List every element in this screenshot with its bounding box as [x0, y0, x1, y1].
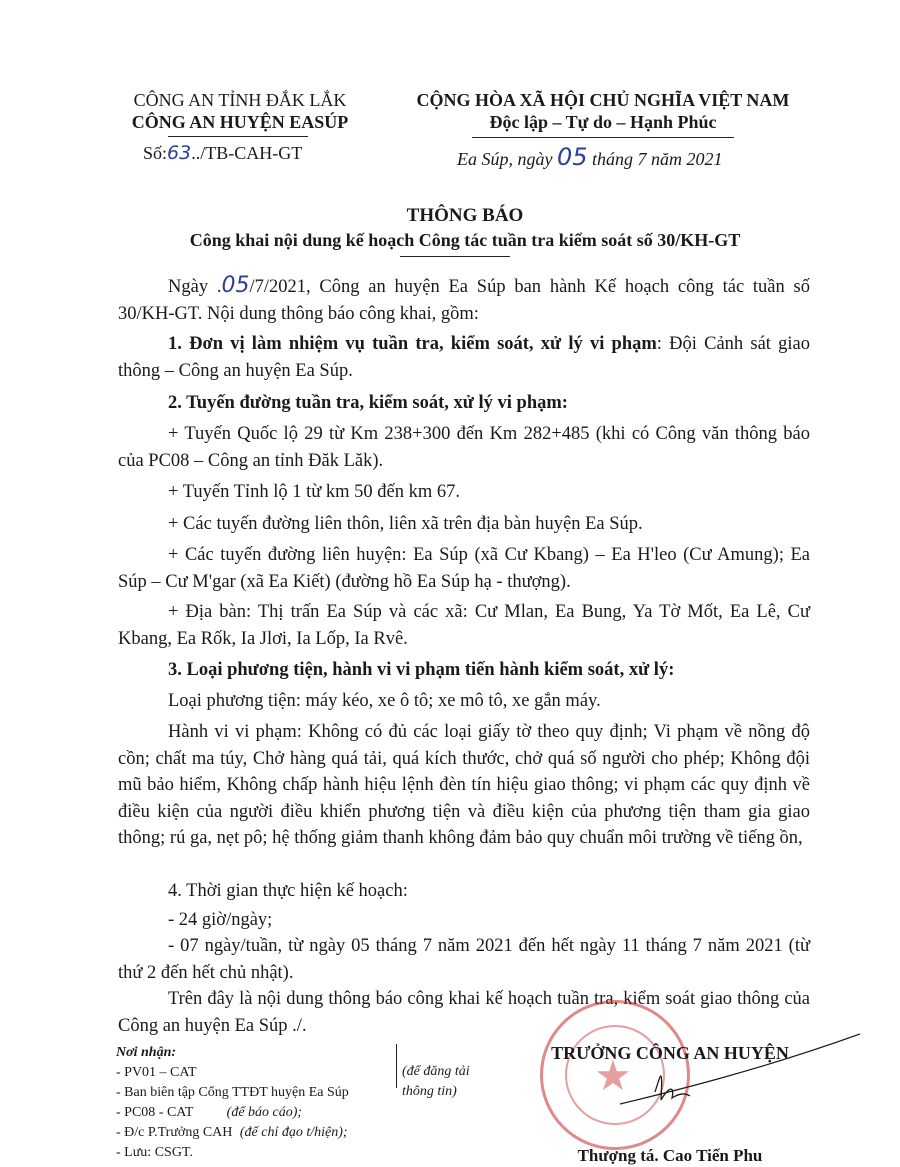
route-item-4: + Các tuyến đường liên huyện: Ea Súp (xã Cư Kbang) – Ea H'leo (Cư Amung); Ea Súp – Cư M'gar (xã Ea Kiết) (đường hồ Ea Súp hạ - thượng). — [118, 545, 810, 592]
document-number: Số:63../TB-CAH-GT — [143, 142, 303, 164]
section-1-text: : Đội Cảnh sát giao thông – Công an huyện Ea Súp. — [118, 334, 811, 381]
recipient-item: - Đ/c P.Trưởng CAH (để chỉ đạo t/hiện); — [116, 1125, 348, 1140]
document-number-handwritten: 63 — [167, 142, 192, 164]
section-1-heading: 1. Đơn vị làm nhiệm vụ tuần tra, kiểm soát, xử lý vi phạm — [168, 334, 657, 354]
section-2-heading: 2. Tuyến đường tuần tra, kiểm soát, xử lý vi phạm: — [168, 393, 568, 413]
recipient-post-note: (để đăng tải thông tin) — [402, 1064, 470, 1099]
recipient-item: - Ban biên tập Cổng TTĐT huyện Ea Súp — [116, 1085, 349, 1100]
recipient-note: (để chỉ đạo t/hiện); — [239, 1125, 348, 1140]
signature-icon — [560, 1022, 860, 1132]
section-3-heading: 3. Loại phương tiện, hành vi vi phạm tiến hành kiểm soát, xử lý: — [168, 660, 675, 680]
recipients-block — [116, 1043, 349, 1163]
closing-paragraph: Trên đây là nội dung thông báo công khai kế hoạch tuần tra, kiểm soát giao thông của Công an huyện Ea Súp ./. — [118, 989, 810, 1036]
recipient-note: (để báo cáo); — [226, 1105, 303, 1120]
recipient-item: - Lưu: CSGT. — [116, 1145, 193, 1160]
recipient-bracket — [396, 1044, 397, 1088]
route-item-3: + Các tuyến đường liên thôn, liên xã trên địa bàn huyện Ea Súp. — [168, 514, 643, 534]
time-item-2: - 07 ngày/tuần, từ ngày 05 tháng 7 năm 2021 đến hết ngày 11 tháng 7 năm 2021 (từ thứ 2 đến hết chủ nhật). — [118, 936, 810, 983]
recipient-item: - PV01 – CAT — [116, 1065, 197, 1080]
recipient-item: - PC08 - CAT (để báo cáo); — [116, 1105, 303, 1120]
recipients-label: Nơi nhận: — [116, 1045, 177, 1060]
time-item-1: - 24 giờ/ngày; — [168, 910, 273, 930]
section-4-heading: 4. Thời gian thực hiện kế hoạch: — [168, 881, 408, 901]
issuer-district: CÔNG AN HUYỆN EASÚP — [131, 112, 349, 132]
star-icon: ★ — [594, 1051, 632, 1100]
signer-name: Thượng tá. Cao Tiến Phu — [577, 1146, 763, 1165]
intro-paragraph: Ngày .05/7/2021, Công an huyện Ea Súp ban hành Kế hoạch công tác tuần số 30/KH-GT. Nội dung thông báo công khai, gồm: — [118, 273, 810, 324]
route-item-2: + Tuyến Tỉnh lộ 1 từ km 50 đến km 67. — [168, 482, 460, 502]
national-title: CỘNG HÒA XÃ HỘI CHỦ NGHĨA VIỆT NAM — [416, 90, 790, 110]
subtitle-underline — [400, 256, 510, 257]
section-1 — [118, 331, 810, 384]
route-item-1: + Tuyến Quốc lộ 29 từ Km 238+300 đến Km 282+485 (khi có Công văn thông báo của PC08 – Công an tỉnh Đăk Lăk). — [118, 424, 810, 471]
violation-behaviors: Hành vi vi phạm: Không có đủ các loại giấy tờ theo quy định; Vi phạm về nồng độ cồn; chất ma túy, Chở hàng quá tải, quá kích thước, chở quá số người cho phép; Không đội mũ bảo hiểm, Không chấp hành hiệu lệnh đèn tín hiệu giao thông; vi phạm các quy định về điều kiện của người điều khiển phương tiện và điều kiện của phương tiện tham gia giao thông; rú ga, nẹt pô; hệ thống giảm thanh không đảm bảo quy chuẩn môi trường về tiếng ồn, — [118, 722, 810, 848]
motto-underline — [472, 137, 734, 138]
issuer-underline — [168, 136, 308, 137]
signer-position: TRƯỞNG CÔNG AN HUYỆN — [551, 1043, 789, 1063]
document-title: THÔNG BÁO — [406, 205, 524, 226]
issue-date: Ea Súp, ngày 05 tháng 7 năm 2021 — [457, 143, 723, 171]
route-item-5: + Địa bàn: Thị trấn Ea Súp và các xã: Cư Mlan, Ea Bung, Ya Tờ Mốt, Ea Lê, Cư Kbang, Ea Rốk, Ia Jlơi, Ia Lốp, Ia Rvê. — [118, 602, 810, 649]
issuer-province: CÔNG AN TỈNH ĐẮK LẮK — [133, 90, 347, 110]
issue-day-handwritten: 05 — [556, 143, 588, 171]
document-subtitle: Công khai nội dung kế hoạch Công tác tuần tra kiểm soát số 30/KH-GT — [189, 230, 741, 250]
national-motto: Độc lập – Tự do – Hạnh Phúc — [489, 112, 717, 132]
intro-day-handwritten: 05 — [221, 273, 250, 298]
vehicle-types: Loại phương tiện: máy kéo, xe ô tô; xe mô tô, xe gắn máy. — [168, 691, 601, 711]
